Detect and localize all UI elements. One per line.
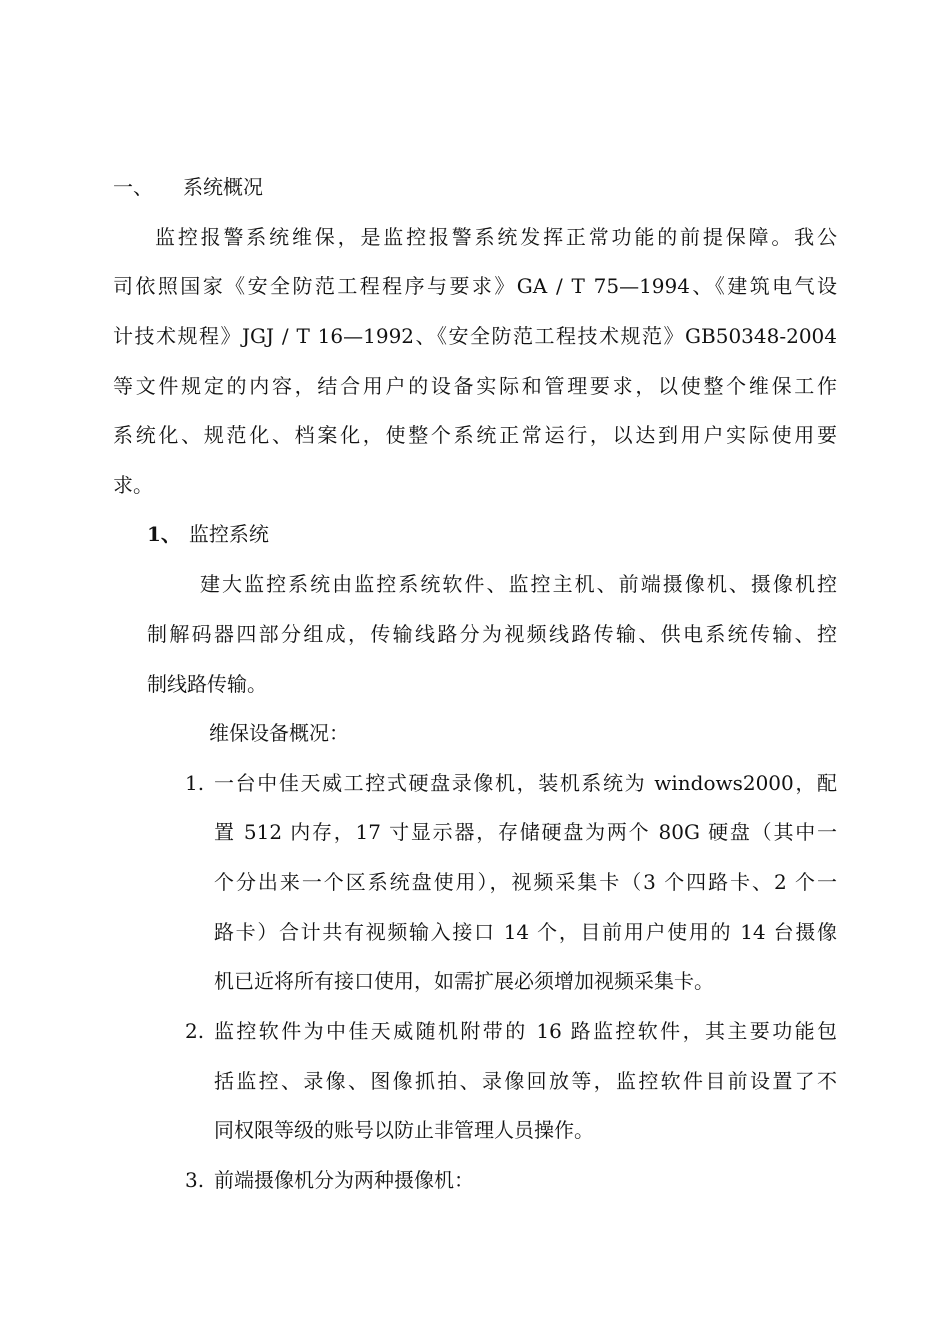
paragraph-line: 司依照国家《安全防范工程程序与要求》GA / T 75—1994、《建筑电气设 [113, 274, 837, 298]
paragraph-line: 建大监控系统由监控系统软件、监控主机、前端摄像机、摄像机控 [200, 572, 837, 596]
paragraph-line: 求。 [113, 473, 153, 497]
paragraph-line: 计技术规程》JGJ / T 16—1992、《安全防范工程技术规范》GB50348-2004 [113, 324, 837, 348]
equipment-heading: 维保设备概况： [209, 721, 349, 745]
list-item-line: 监控软件为中佳天威随机附带的 16 路监控软件，其主要功能包 [214, 1019, 837, 1043]
list-item-line: 一台中佳天威工控式硬盘录像机，装机系统为 windows2000，配 [214, 771, 837, 795]
paragraph-line: 系统化、规范化、档案化，使整个系统正常运行，以达到用户实际使用要 [113, 423, 837, 447]
list-item-line: 前端摄像机分为两种摄像机： [214, 1168, 474, 1192]
list-item-line: 个分出来一个区系统盘使用），视频采集卡（3 个四路卡、2 个一 [214, 870, 837, 894]
section-heading [113, 175, 263, 199]
list-item-line: 置 512 内存，17 寸显示器，存储硬盘为两个 80G 硬盘（其中一 [214, 820, 837, 844]
list-item-line: 同权限等级的账号以防止非管理人员操作。 [214, 1118, 594, 1142]
paragraph-line: 制解码器四部分组成，传输线路分为视频线路传输、供电系统传输、控 [147, 622, 837, 646]
list-item-line: 路卡）合计共有视频输入接口 14 个，目前用户使用的 14 台摄像 [214, 920, 837, 944]
list-item-number: 3. [185, 1168, 205, 1192]
list-item-number: 1. [185, 771, 205, 795]
subsection-heading [147, 522, 269, 546]
subsection-number: 1、 [147, 522, 181, 546]
section-title: 系统概况 [183, 175, 263, 199]
paragraph-line: 制线路传输。 [147, 672, 267, 696]
subsection-title: 监控系统 [188, 522, 269, 546]
section-number: 一、 [113, 175, 153, 199]
list-item-line: 机已近将所有接口使用，如需扩展必须增加视频采集卡。 [214, 969, 714, 993]
list-item-line: 括监控、录像、图像抓拍、录像回放等，监控软件目前设置了不 [214, 1069, 837, 1093]
paragraph-line: 监控报警系统维保，是监控报警系统发挥正常功能的前提保障。我公 [155, 225, 837, 249]
paragraph-line: 等文件规定的内容，结合用户的设备实际和管理要求，以使整个维保工作 [113, 374, 837, 398]
list-item-number: 2. [185, 1019, 205, 1043]
